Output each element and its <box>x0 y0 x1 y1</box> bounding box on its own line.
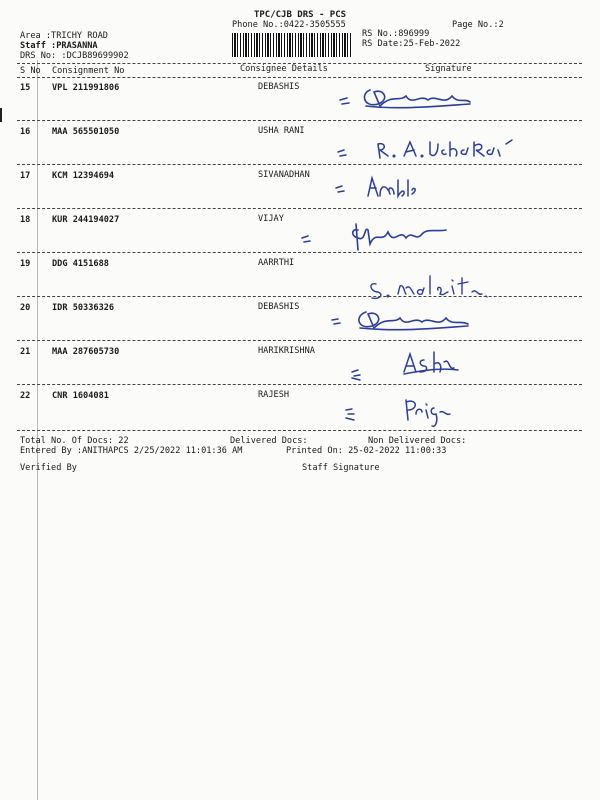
row-consignee: RAJESH <box>258 390 290 400</box>
non-delivered-docs: Non Delivered Docs: <box>368 436 467 446</box>
row-consignment: MAA 565501050 <box>52 127 120 137</box>
row-consignee: USHA RANI <box>258 126 305 136</box>
row-sno: 16 <box>20 127 31 137</box>
staff-signature-label: Staff Signature <box>302 463 380 473</box>
document-title: TPC/CJB DRS - PCS <box>253 10 347 20</box>
drs-number: DRS No: :DCJB89699902 <box>20 51 129 61</box>
row-consignment: IDR 50336326 <box>52 303 115 313</box>
area-label: Area :TRICHY ROAD <box>20 31 108 41</box>
row-consignment: KUR 244194027 <box>52 215 120 225</box>
scan-mark <box>0 108 2 122</box>
row-sno: 17 <box>20 171 31 181</box>
signature-mark <box>296 220 496 254</box>
column-signature: Signature <box>425 64 472 74</box>
rs-number: RS No.:896999 <box>362 29 430 39</box>
divider <box>17 296 582 297</box>
column-consignee: Consignee Details <box>240 64 328 74</box>
signature-mark <box>340 84 500 114</box>
signature-mark <box>366 270 516 302</box>
row-sno: 22 <box>20 391 31 401</box>
rs-date: RS Date:25-Feb-2022 <box>362 39 461 49</box>
entered-by: Entered By :ANITHAPCS 2/25/2022 11:01:36 AM <box>20 446 243 456</box>
row-consignee: AARRTHI <box>258 258 295 268</box>
row-sno: 21 <box>20 347 31 357</box>
row-consignee: DEBASHIS <box>258 302 300 312</box>
barcode <box>232 33 352 57</box>
divider <box>17 208 582 209</box>
divider <box>17 430 582 431</box>
row-consignee: DEBASHIS <box>258 82 300 92</box>
printed-on: Printed On: 25-02-2022 11:00:33 <box>286 446 447 456</box>
row-consignment: MAA 287605730 <box>52 347 120 357</box>
column-consignment: Consignment No <box>52 66 125 76</box>
verified-by-label: Verified By <box>20 463 77 473</box>
divider <box>17 77 582 78</box>
signature-mark <box>328 172 418 202</box>
signature-mark <box>344 348 464 384</box>
divider <box>17 340 582 341</box>
row-consignment: KCM 12394694 <box>52 171 115 181</box>
divider <box>17 120 582 121</box>
divider <box>17 164 582 165</box>
row-sno: 15 <box>20 83 31 93</box>
row-consignment: DDG 4151688 <box>52 259 109 269</box>
row-consignment: VPL 211991806 <box>52 83 120 93</box>
delivered-docs: Delivered Docs: <box>230 436 308 446</box>
row-sno: 19 <box>20 259 31 269</box>
row-consignee: HARIKRISHNA <box>258 346 315 356</box>
row-sno: 20 <box>20 303 31 313</box>
staff-label: Staff :PRASANNA <box>20 41 98 51</box>
signature-mark <box>334 132 554 164</box>
row-consignee: VIJAY <box>258 214 284 224</box>
column-sno: S No <box>20 66 41 76</box>
divider <box>17 252 582 253</box>
divider <box>17 384 582 385</box>
row-sno: 18 <box>20 215 31 225</box>
total-docs: Total No. Of Docs: 22 <box>20 436 129 446</box>
phone-number: Phone No.:0422-3505555 <box>232 20 346 30</box>
signature-mark <box>328 306 488 336</box>
row-consignee: SIVANADHAN <box>258 170 310 180</box>
signature-mark <box>340 396 480 430</box>
page-number: Page No.:2 <box>452 20 504 30</box>
row-consignment: CNR 1604081 <box>52 391 109 401</box>
